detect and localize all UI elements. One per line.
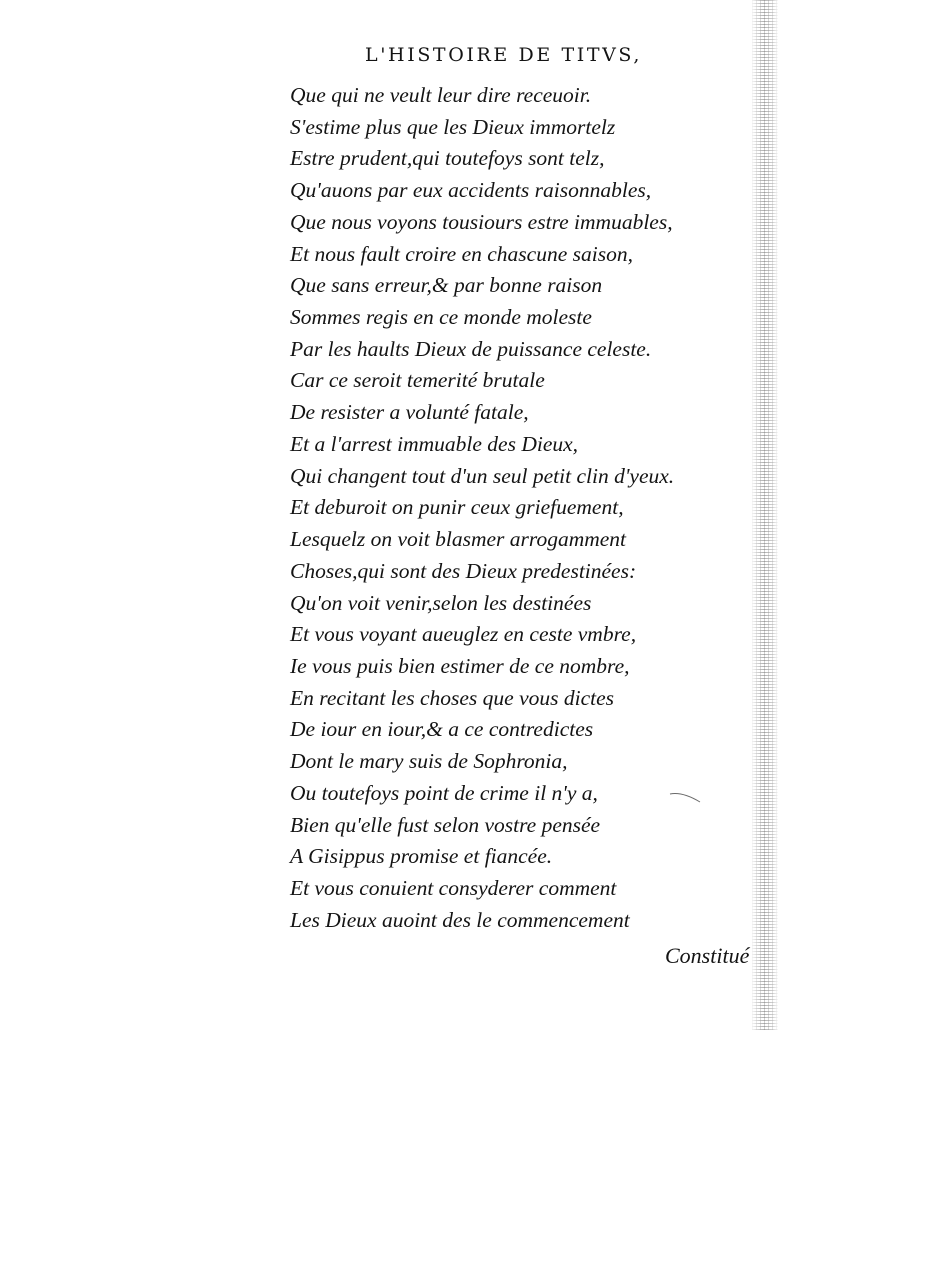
verse-line: Ie vous puis bien estimer de ce nombre,	[290, 653, 630, 678]
verse-line: Qu'on voit venir,selon les destinées	[290, 590, 592, 615]
ink-stroke-mark	[668, 790, 702, 804]
verse-line: De resister a volunté fatale,	[290, 400, 529, 425]
verse-line: Qui changent tout d'un seul petit clin d'yeux.	[290, 463, 675, 488]
verse-line: Que nous voyons tousiours estre immuables,	[290, 209, 673, 234]
verse-line: Lesquelz on voit blasmer arrogamment	[290, 527, 627, 552]
verse-line: En recitant les choses que vous dictes	[290, 685, 615, 710]
binding-edge	[752, 0, 778, 1030]
verse-line: Et a l'arrest immuable des Dieux,	[290, 431, 579, 456]
running-head: L'HISTOIRE DE TITVS,	[365, 44, 642, 66]
verse-line: Et nous fault croire en chascune saison,	[290, 241, 633, 266]
verse-line: Dont le mary suis de Sophronia,	[290, 749, 568, 774]
verse-line: Et deburoit on punir ceux griefuement,	[290, 495, 624, 520]
verse-line: Et vous voyant aueuglez en ceste vmbre,	[290, 622, 637, 647]
verse-line: Ou toutefoys point de crime il n'y a,	[290, 780, 598, 805]
verse-line: Par les haults Dieux de puissance celeste.	[290, 336, 652, 361]
verse-line: De iour en iour,& a ce contredictes	[290, 717, 594, 742]
verse-line: Car ce seroit temerité brutale	[290, 368, 545, 393]
verse-line: Estre prudent,qui toutefoys sont telz,	[290, 146, 605, 171]
catchword: Constitué	[665, 943, 750, 968]
verse-line: Que qui ne veult leur dire receuoir.	[290, 83, 592, 107]
verse-line: A Gisippus promise et fiancée.	[290, 844, 553, 869]
verse-line: Sommes regis en ce monde moleste	[290, 305, 592, 330]
verse-line: S'estime plus que les Dieux immortelz	[290, 114, 616, 139]
verse-line: Qu'auons par eux accidents raisonnables,	[290, 178, 652, 203]
verse-line: Que sans erreur,& par bonne raison	[290, 273, 603, 298]
verse-line: Choses,qui sont des Dieux predestinées:	[290, 558, 637, 583]
verse-block	[290, 80, 674, 936]
verse-line: Et vous conuient consyderer comment	[290, 875, 617, 900]
verse-line: Les Dieux auoint des le commencement	[290, 907, 630, 932]
verse-line: Bien qu'elle fust selon vostre pensée	[290, 812, 601, 837]
